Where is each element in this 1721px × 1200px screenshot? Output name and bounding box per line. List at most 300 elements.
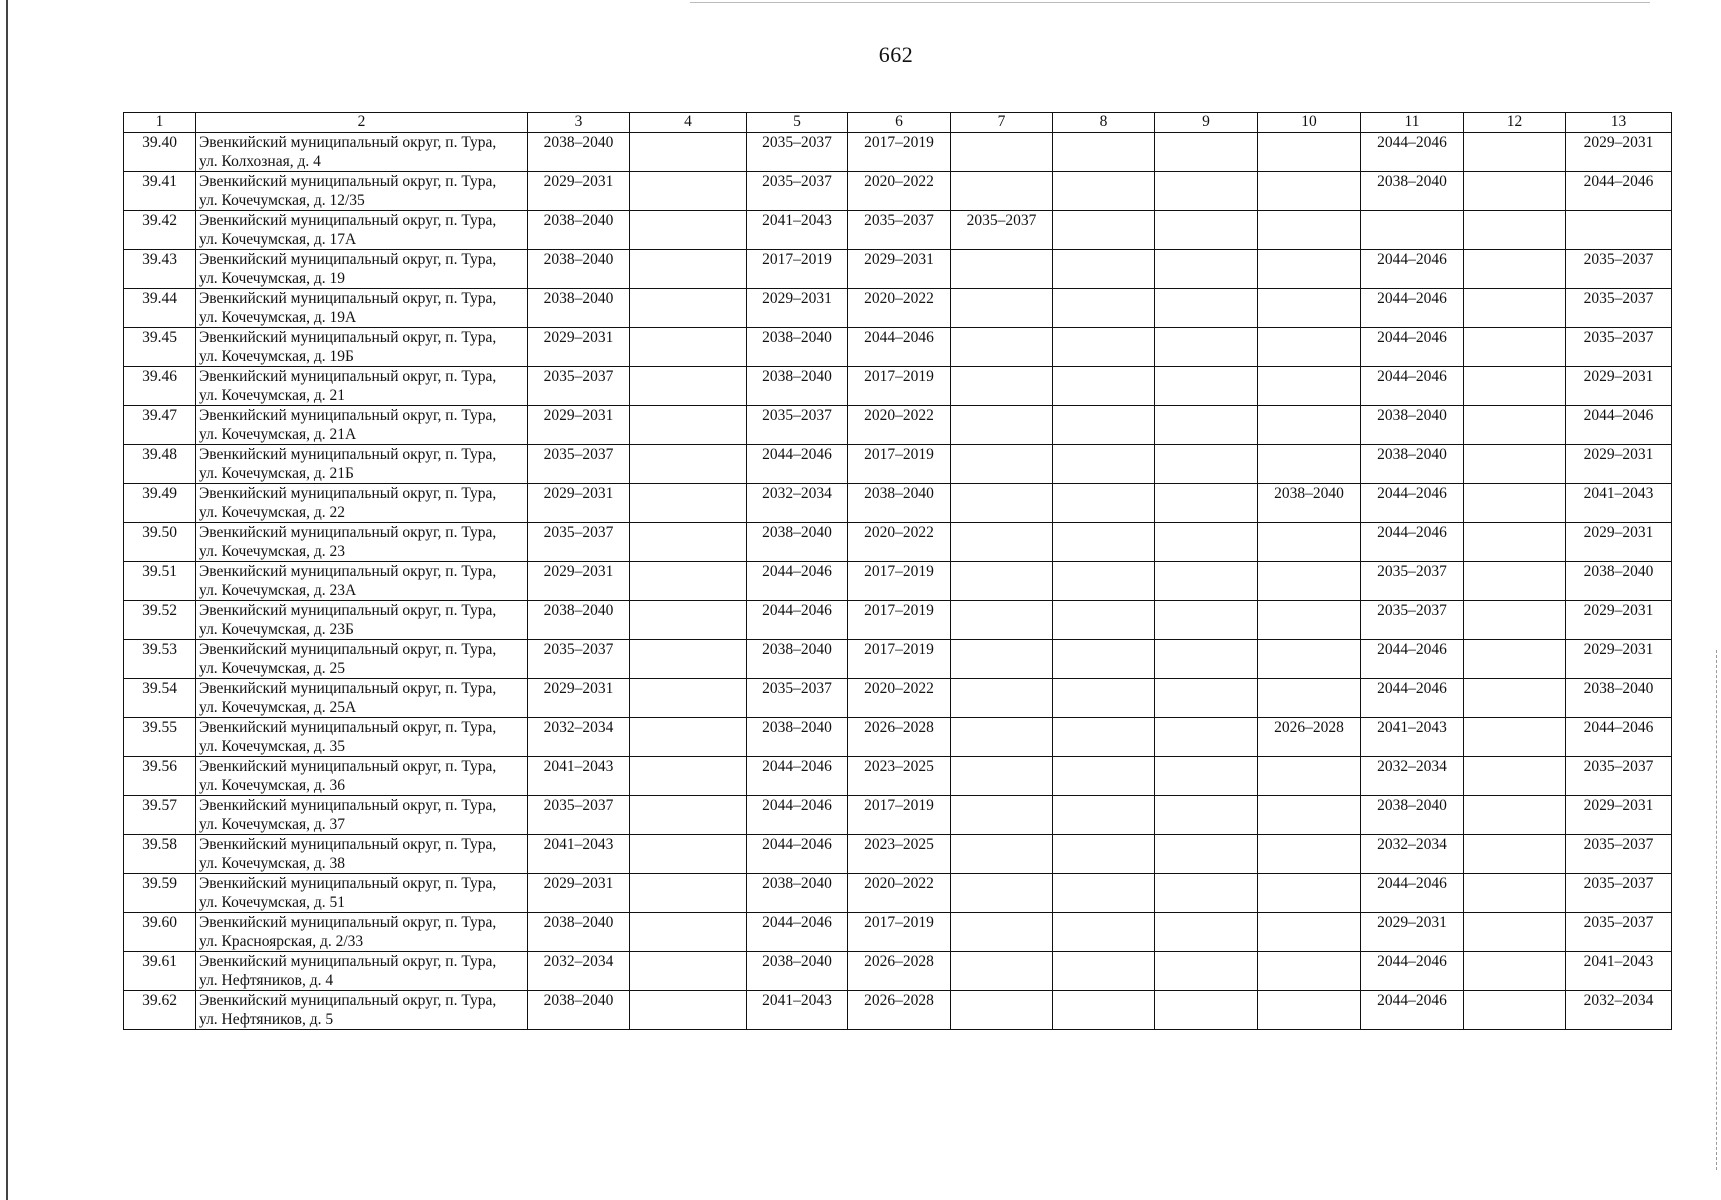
period-cell-c9 [1155,445,1258,484]
period-cell-c9 [1155,796,1258,835]
row-number-cell: 39.42 [124,211,196,250]
period-cell-c3: 2038–2040 [528,289,630,328]
period-cell-c12 [1464,484,1566,523]
period-cell-c5: 2038–2040 [747,874,848,913]
address-cell [196,718,528,757]
address-cell [196,367,528,406]
period-cell-c13: 2029–2031 [1566,133,1672,172]
period-cell-c6: 2026–2028 [848,952,951,991]
address-line-2: ул. Кочечумская, д. 51 [199,893,345,911]
address-line-1: Эвенкийский муниципальный округ, п. Тура, [199,407,497,424]
address-line-2: ул. Кочечумская, д. 25 [199,659,345,677]
period-cell-c8 [1053,796,1155,835]
period-cell-c4 [630,718,747,757]
period-cell-c13: 2035–2037 [1566,835,1672,874]
period-cell-c6: 2017–2019 [848,796,951,835]
period-cell-c11: 2035–2037 [1361,562,1464,601]
period-cell-c8 [1053,913,1155,952]
address-line-2: ул. Кочечумская, д. 38 [199,854,345,872]
table-body [124,133,1672,1030]
period-cell-c8 [1053,640,1155,679]
period-cell-c7 [951,991,1053,1030]
address-cell [196,562,528,601]
period-cell-c12 [1464,757,1566,796]
period-cell-c10 [1258,211,1361,250]
address-line-2: ул. Кочечумская, д. 21А [199,425,357,443]
table-row [124,484,1672,523]
period-cell-c7 [951,952,1053,991]
table-row [124,406,1672,445]
period-cell-c4 [630,640,747,679]
period-cell-c12 [1464,718,1566,757]
period-cell-c7 [951,757,1053,796]
period-cell-c9 [1155,601,1258,640]
period-cell-c9 [1155,835,1258,874]
address-line-1: Эвенкийский муниципальный округ, п. Тура, [199,758,497,775]
address-line-1: Эвенкийский муниципальный округ, п. Тура, [199,563,497,580]
period-cell-c10: 2038–2040 [1258,484,1361,523]
address-line-2: ул. Кочечумская, д. 36 [199,776,345,794]
row-number-cell: 39.52 [124,601,196,640]
period-cell-c12 [1464,133,1566,172]
period-cell-c7 [951,601,1053,640]
period-cell-c13: 2035–2037 [1566,757,1672,796]
column-header-3: 3 [528,113,630,133]
period-cell-c3: 2035–2037 [528,640,630,679]
period-cell-c4 [630,406,747,445]
period-cell-c8 [1053,250,1155,289]
address-line-2: ул. Кочечумская, д. 19 [199,269,345,287]
period-cell-c3: 2038–2040 [528,913,630,952]
period-cell-c12 [1464,445,1566,484]
row-number-cell: 39.57 [124,796,196,835]
period-cell-c9 [1155,484,1258,523]
period-cell-c9 [1155,289,1258,328]
row-number-cell: 39.45 [124,328,196,367]
period-cell-c6: 2029–2031 [848,250,951,289]
table-row [124,796,1672,835]
address-line-1: Эвенкийский муниципальный округ, п. Тура, [199,212,497,229]
period-cell-c6: 2044–2046 [848,328,951,367]
period-cell-c5: 2038–2040 [747,640,848,679]
period-cell-c11: 2044–2046 [1361,133,1464,172]
period-cell-c12 [1464,211,1566,250]
period-cell-c5: 2044–2046 [747,913,848,952]
address-line-1: Эвенкийский муниципальный округ, п. Тура, [199,836,497,853]
period-cell-c6: 2023–2025 [848,757,951,796]
period-cell-c11: 2044–2046 [1361,250,1464,289]
address-line-1: Эвенкийский муниципальный округ, п. Тура, [199,485,497,502]
period-cell-c12 [1464,991,1566,1030]
period-cell-c7 [951,445,1053,484]
period-cell-c3: 2035–2037 [528,445,630,484]
period-cell-c3: 2032–2034 [528,718,630,757]
period-cell-c6: 2020–2022 [848,406,951,445]
period-cell-c9 [1155,913,1258,952]
period-cell-c13: 2035–2037 [1566,289,1672,328]
period-cell-c3: 2038–2040 [528,250,630,289]
column-header-11: 11 [1361,113,1464,133]
period-cell-c7 [951,328,1053,367]
table-row [124,172,1672,211]
row-number-cell: 39.47 [124,406,196,445]
period-cell-c4 [630,991,747,1030]
table-row [124,757,1672,796]
period-cell-c10 [1258,640,1361,679]
period-cell-c6: 2023–2025 [848,835,951,874]
period-cell-c8 [1053,328,1155,367]
period-cell-c5: 2017–2019 [747,250,848,289]
period-cell-c8 [1053,679,1155,718]
period-cell-c8 [1053,835,1155,874]
period-cell-c10 [1258,289,1361,328]
period-cell-c9 [1155,133,1258,172]
address-cell [196,211,528,250]
address-line-2: ул. Кочечумская, д. 19Б [199,347,354,365]
period-cell-c8 [1053,172,1155,211]
address-line-2: ул. Кочечумская, д. 25А [199,698,357,716]
period-cell-c3: 2038–2040 [528,991,630,1030]
period-cell-c13: 2029–2031 [1566,601,1672,640]
period-cell-c5: 2044–2046 [747,835,848,874]
period-cell-c13: 2041–2043 [1566,484,1672,523]
scan-edge-top [690,2,1650,3]
period-cell-c6: 2026–2028 [848,991,951,1030]
period-cell-c7 [951,679,1053,718]
address-line-1: Эвенкийский муниципальный округ, п. Тура, [199,524,497,541]
period-cell-c6: 2017–2019 [848,367,951,406]
address-line-2: ул. Кочечумская, д. 22 [199,503,345,521]
period-cell-c9 [1155,679,1258,718]
address-line-1: Эвенкийский муниципальный округ, п. Тура, [199,797,497,814]
period-cell-c10 [1258,445,1361,484]
column-header-6: 6 [848,113,951,133]
period-cell-c6: 2017–2019 [848,601,951,640]
address-line-2: ул. Кочечумская, д. 19А [199,308,357,326]
table-row [124,718,1672,757]
period-cell-c13: 2029–2031 [1566,367,1672,406]
period-cell-c7 [951,835,1053,874]
period-cell-c4 [630,601,747,640]
period-cell-c13: 2035–2037 [1566,328,1672,367]
address-line-1: Эвенкийский муниципальный округ, п. Тура, [199,680,497,697]
period-cell-c10 [1258,991,1361,1030]
period-cell-c11: 2044–2046 [1361,523,1464,562]
address-line-2: ул. Колхозная, д. 4 [199,152,321,170]
period-cell-c12 [1464,640,1566,679]
period-cell-c8 [1053,601,1155,640]
row-number-cell: 39.44 [124,289,196,328]
table-row [124,133,1672,172]
period-cell-c3: 2029–2031 [528,172,630,211]
period-cell-c9 [1155,991,1258,1030]
row-number-cell: 39.58 [124,835,196,874]
period-cell-c3: 2038–2040 [528,133,630,172]
period-cell-c13: 2044–2046 [1566,406,1672,445]
address-line-1: Эвенкийский муниципальный округ, п. Тура, [199,329,497,346]
period-cell-c6: 2017–2019 [848,445,951,484]
address-cell [196,640,528,679]
period-cell-c11: 2038–2040 [1361,796,1464,835]
period-cell-c6: 2020–2022 [848,172,951,211]
table-row [124,913,1672,952]
period-cell-c8 [1053,874,1155,913]
table-row [124,289,1672,328]
period-cell-c12 [1464,172,1566,211]
period-cell-c5: 2044–2046 [747,796,848,835]
period-cell-c6: 2017–2019 [848,562,951,601]
address-cell [196,523,528,562]
period-cell-c11: 2044–2046 [1361,328,1464,367]
row-number-cell: 39.49 [124,484,196,523]
period-cell-c3: 2029–2031 [528,562,630,601]
table-row [124,250,1672,289]
column-header-9: 9 [1155,113,1258,133]
period-cell-c3: 2029–2031 [528,328,630,367]
address-line-1: Эвенкийский муниципальный округ, п. Тура, [199,641,497,658]
period-cell-c10 [1258,757,1361,796]
column-header-2: 2 [196,113,528,133]
period-cell-c9 [1155,328,1258,367]
period-cell-c10 [1258,406,1361,445]
column-header-1: 1 [124,113,196,133]
repair-schedule-table [123,112,1672,1030]
period-cell-c10 [1258,523,1361,562]
period-cell-c9 [1155,757,1258,796]
period-cell-c4 [630,172,747,211]
period-cell-c7 [951,367,1053,406]
period-cell-c11: 2038–2040 [1361,172,1464,211]
period-cell-c5: 2038–2040 [747,328,848,367]
period-cell-c12 [1464,523,1566,562]
address-line-1: Эвенкийский муниципальный округ, п. Тура, [199,914,497,931]
period-cell-c4 [630,796,747,835]
period-cell-c7 [951,250,1053,289]
table-header-row [124,113,1672,133]
address-cell [196,835,528,874]
period-cell-c4 [630,952,747,991]
period-cell-c10 [1258,328,1361,367]
column-header-4: 4 [630,113,747,133]
period-cell-c10 [1258,679,1361,718]
period-cell-c9 [1155,952,1258,991]
address-line-1: Эвенкийский муниципальный округ, п. Тура, [199,173,497,190]
period-cell-c8 [1053,211,1155,250]
period-cell-c11: 2044–2046 [1361,952,1464,991]
period-cell-c3: 2029–2031 [528,874,630,913]
address-line-1: Эвенкийский муниципальный округ, п. Тура, [199,992,497,1009]
period-cell-c6: 2017–2019 [848,913,951,952]
period-cell-c9 [1155,211,1258,250]
period-cell-c12 [1464,952,1566,991]
period-cell-c4 [630,328,747,367]
period-cell-c13: 2041–2043 [1566,952,1672,991]
period-cell-c5: 2035–2037 [747,406,848,445]
period-cell-c4 [630,250,747,289]
period-cell-c3: 2029–2031 [528,484,630,523]
row-number-cell: 39.43 [124,250,196,289]
row-number-cell: 39.61 [124,952,196,991]
address-cell [196,406,528,445]
period-cell-c9 [1155,562,1258,601]
period-cell-c10 [1258,562,1361,601]
table-row [124,601,1672,640]
address-cell [196,601,528,640]
scan-edge-right [1716,650,1717,1170]
address-line-1: Эвенкийский муниципальный округ, п. Тура, [199,719,497,736]
period-cell-c6: 2020–2022 [848,289,951,328]
period-cell-c12 [1464,367,1566,406]
period-cell-c8 [1053,484,1155,523]
period-cell-c3: 2038–2040 [528,211,630,250]
period-cell-c4 [630,757,747,796]
period-cell-c10 [1258,796,1361,835]
period-cell-c6: 2020–2022 [848,679,951,718]
period-cell-c7 [951,172,1053,211]
row-number-cell: 39.60 [124,913,196,952]
period-cell-c5: 2038–2040 [747,952,848,991]
period-cell-c5: 2038–2040 [747,367,848,406]
table-row [124,211,1672,250]
period-cell-c3: 2035–2037 [528,367,630,406]
period-cell-c11: 2035–2037 [1361,601,1464,640]
period-cell-c7 [951,133,1053,172]
period-cell-c3: 2035–2037 [528,523,630,562]
address-line-2: ул. Кочечумская, д. 12/35 [199,191,365,209]
period-cell-c13: 2029–2031 [1566,640,1672,679]
period-cell-c13: 2029–2031 [1566,523,1672,562]
period-cell-c8 [1053,289,1155,328]
period-cell-c7 [951,640,1053,679]
address-cell [196,913,528,952]
period-cell-c7 [951,484,1053,523]
period-cell-c3: 2029–2031 [528,406,630,445]
address-line-1: Эвенкийский муниципальный округ, п. Тура, [199,290,497,307]
address-cell [196,289,528,328]
column-header-7: 7 [951,113,1053,133]
period-cell-c13: 2038–2040 [1566,562,1672,601]
page-number: 662 [878,42,914,67]
period-cell-c5: 2044–2046 [747,445,848,484]
address-line-1: Эвенкийский муниципальный округ, п. Тура, [199,602,497,619]
period-cell-c11: 2044–2046 [1361,679,1464,718]
period-cell-c12 [1464,913,1566,952]
period-cell-c7 [951,562,1053,601]
period-cell-c4 [630,289,747,328]
period-cell-c3: 2038–2040 [528,601,630,640]
address-line-2: ул. Нефтяников, д. 4 [199,971,334,989]
address-line-1: Эвенкийский муниципальный округ, п. Тура, [199,446,497,463]
address-cell [196,952,528,991]
period-cell-c13: 2044–2046 [1566,718,1672,757]
period-cell-c10 [1258,913,1361,952]
address-cell [196,328,528,367]
period-cell-c8 [1053,406,1155,445]
period-cell-c11: 2044–2046 [1361,484,1464,523]
period-cell-c4 [630,133,747,172]
period-cell-c9 [1155,523,1258,562]
period-cell-c10: 2026–2028 [1258,718,1361,757]
period-cell-c11: 2041–2043 [1361,718,1464,757]
period-cell-c13: 2038–2040 [1566,679,1672,718]
period-cell-c10 [1258,952,1361,991]
row-number-cell: 39.48 [124,445,196,484]
period-cell-c7 [951,406,1053,445]
period-cell-c12 [1464,679,1566,718]
period-cell-c7 [951,718,1053,757]
period-cell-c5: 2044–2046 [747,757,848,796]
address-line-2: ул. Красноярская, д. 2/33 [199,932,364,950]
address-cell [196,796,528,835]
table-row [124,562,1672,601]
period-cell-c10 [1258,601,1361,640]
table-row [124,640,1672,679]
period-cell-c12 [1464,562,1566,601]
period-cell-c7 [951,523,1053,562]
period-cell-c8 [1053,718,1155,757]
row-number-cell: 39.51 [124,562,196,601]
address-line-2: ул. Кочечумская, д. 21 [199,386,345,404]
period-cell-c6: 2020–2022 [848,523,951,562]
period-cell-c7: 2035–2037 [951,211,1053,250]
period-cell-c5: 2044–2046 [747,601,848,640]
period-cell-c10 [1258,172,1361,211]
period-cell-c9 [1155,172,1258,211]
period-cell-c8 [1053,757,1155,796]
period-cell-c13: 2029–2031 [1566,445,1672,484]
period-cell-c11: 2029–2031 [1361,913,1464,952]
period-cell-c13: 2029–2031 [1566,796,1672,835]
address-line-1: Эвенкийский муниципальный округ, п. Тура, [199,368,497,385]
address-line-1: Эвенкийский муниципальный округ, п. Тура, [199,134,497,151]
table-row [124,679,1672,718]
period-cell-c4 [630,562,747,601]
period-cell-c9 [1155,250,1258,289]
period-cell-c13: 2035–2037 [1566,250,1672,289]
address-line-2: ул. Кочечумская, д. 23Б [199,620,354,638]
column-header-5: 5 [747,113,848,133]
period-cell-c12 [1464,796,1566,835]
period-cell-c5: 2038–2040 [747,523,848,562]
period-cell-c12 [1464,874,1566,913]
table-row [124,445,1672,484]
period-cell-c5: 2035–2037 [747,133,848,172]
period-cell-c8 [1053,991,1155,1030]
period-cell-c4 [630,367,747,406]
period-cell-c8 [1053,562,1155,601]
address-line-2: ул. Нефтяников, д. 5 [199,1010,334,1028]
column-header-8: 8 [1053,113,1155,133]
period-cell-c11: 2044–2046 [1361,640,1464,679]
table-row [124,874,1672,913]
address-cell [196,874,528,913]
period-cell-c5: 2035–2037 [747,172,848,211]
row-number-cell: 39.59 [124,874,196,913]
period-cell-c9 [1155,406,1258,445]
period-cell-c13 [1566,211,1672,250]
address-cell [196,250,528,289]
period-cell-c4 [630,484,747,523]
period-cell-c12 [1464,406,1566,445]
period-cell-c4 [630,445,747,484]
period-cell-c8 [1053,523,1155,562]
period-cell-c8 [1053,445,1155,484]
period-cell-c4 [630,679,747,718]
period-cell-c3: 2041–2043 [528,757,630,796]
period-cell-c4 [630,913,747,952]
period-cell-c6: 2017–2019 [848,640,951,679]
address-cell [196,172,528,211]
